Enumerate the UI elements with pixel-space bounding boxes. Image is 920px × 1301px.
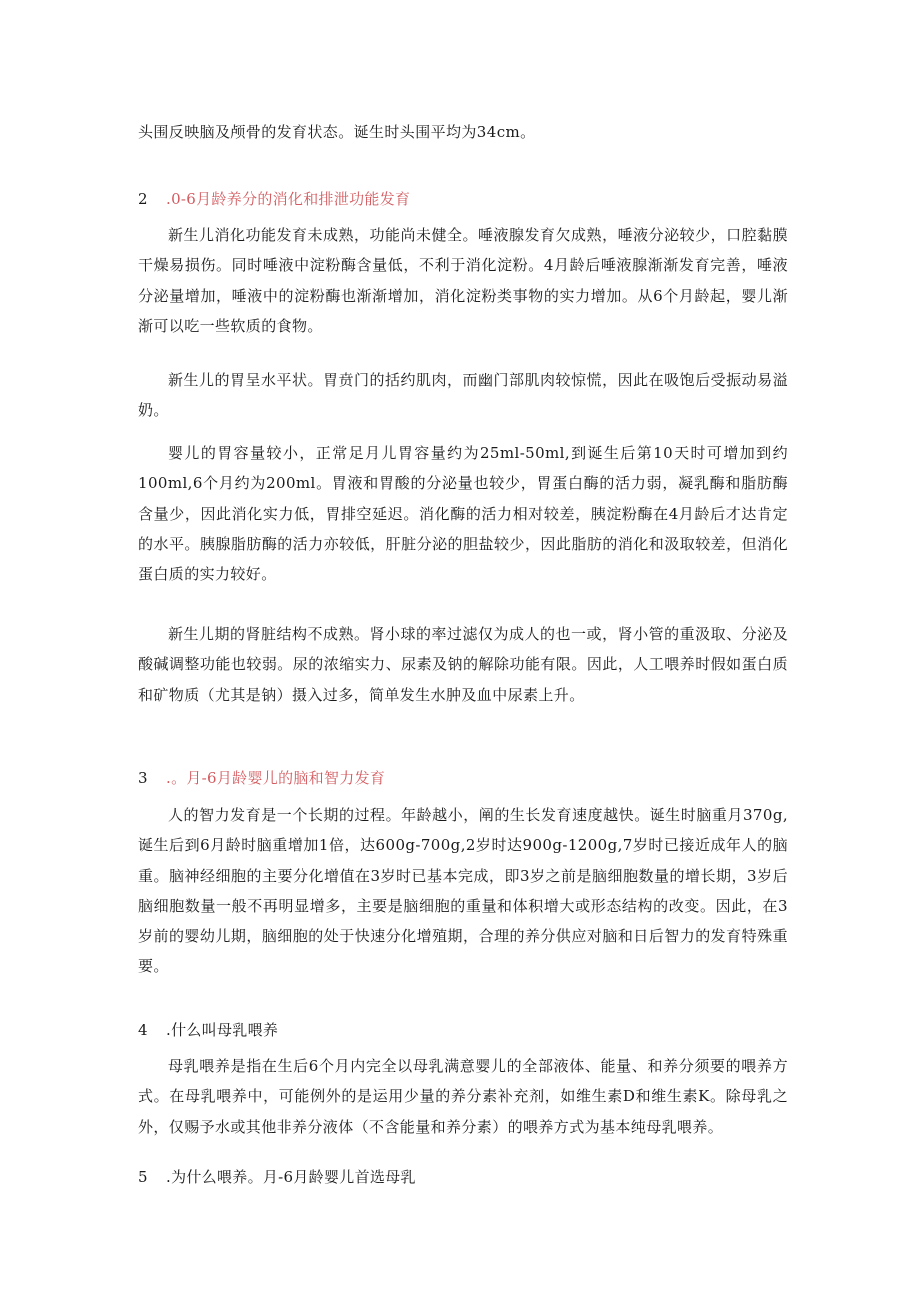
section2-paragraph-1: 新生儿消化功能发育未成熟，功能尚未健全。唾液腺发育欠成熟，唾液分泌较少，口腔黏膜干燥易损伤。同时唾液中淀粉酶含量低，不利于消化淀粉。4月龄后唾液腺渐渐发育完善，唾液分泌量增加，唾液中的淀粉酶也渐渐增加，消化淀粉类事物的实力增加。从6个月龄起，婴儿渐渐可以吃一些软质的食物。: [138, 226, 788, 335]
section2-paragraph-2: 新生儿的胃呈水平状。胃贲门的括约肌肉，而幽门部肌肉较惊慌，因此在吸饱后受振动易溢奶。: [138, 371, 788, 420]
section-number: 4: [138, 1021, 148, 1039]
section3-paragraph-1: 人的智力发育是一个长期的过程。年龄越小，阐的生长发育速度越快。诞生时脑重月370g,诞生后到6月龄时脑重增加1倍，达600g-700g,2岁时达900g-1200g,7岁时已接近成年人的脑重。脑神经细胞的主要分化增值在3岁时已基本完成，即3岁之前是脑细胞数量的增长期，3岁后脑细胞数量一般不再明显增多，主要是脑细胞的重量和体积增大或形态结构的改变。因此，在3岁前的婴幼儿期，脑细胞的处于快速分化增殖期，合理的养分供应对脑和日后智力的发育特殊重要。: [138, 806, 788, 976]
section-heading-5: [138, 1166, 788, 1188]
section-heading-2: [138, 188, 788, 210]
section-title: .为什么喂养。月-6月龄婴儿首选母乳: [166, 1168, 416, 1186]
intro-paragraph: 头围反映脑及颅骨的发育状态。诞生时头围平均为34cm。: [138, 123, 536, 141]
section2-paragraph-3: 婴儿的胃容量较小，正常足月儿胃容量约为25ml-50ml,到诞生后第10天时可增加到约100ml,6个月约为200ml。胃液和胃酸的分泌量也较少，胃蛋白酶的活力弱，凝乳酶和脂肪酶含量少，因此消化实力低，胃排空延迟。消化酶的活力相对较差，胰淀粉酶在4月龄后才达肯定的水平。胰腺脂肪酶的活力亦较低，肝脏分泌的胆盐较少，因此脂肪的消化和汲取较差，但消化蛋白质的实力较好。: [138, 444, 788, 584]
section-number: 2: [138, 190, 148, 208]
section-number: 3: [138, 769, 148, 787]
section-title: .什么叫母乳喂养: [166, 1021, 279, 1039]
section2-paragraph-4: 新生儿期的肾脏结构不成熟。肾小球的率过滤仅为成人的也一或，肾小管的重汲取、分泌及酸碱调整功能也较弱。尿的浓缩实力、尿素及钠的解除功能有限。因此，人工喂养时假如蛋白质和矿物质（尤其是钠）摄入过多，简单发生水肿及血中尿素上升。: [138, 625, 788, 704]
section-heading-4: [138, 1019, 788, 1041]
section-heading-3: [138, 767, 788, 789]
section4-paragraph-1: 母乳喂养是指在生后6个月内完全以母乳满意婴儿的全部液体、能量、和养分须要的喂养方式。在母乳喂养中，可能例外的是运用少量的养分素补充剂，如维生素D和维生素K。除母乳之外，仅赐予水或其他非养分液体（不含能量和养分素）的喂养方式为基本纯母乳喂养。: [138, 1057, 788, 1136]
section-number: 5: [138, 1168, 148, 1186]
section-title: .0-6月龄养分的消化和排泄功能发育: [166, 190, 411, 208]
section-title: .。月-6月龄婴儿的脑和智力发育: [166, 769, 386, 787]
